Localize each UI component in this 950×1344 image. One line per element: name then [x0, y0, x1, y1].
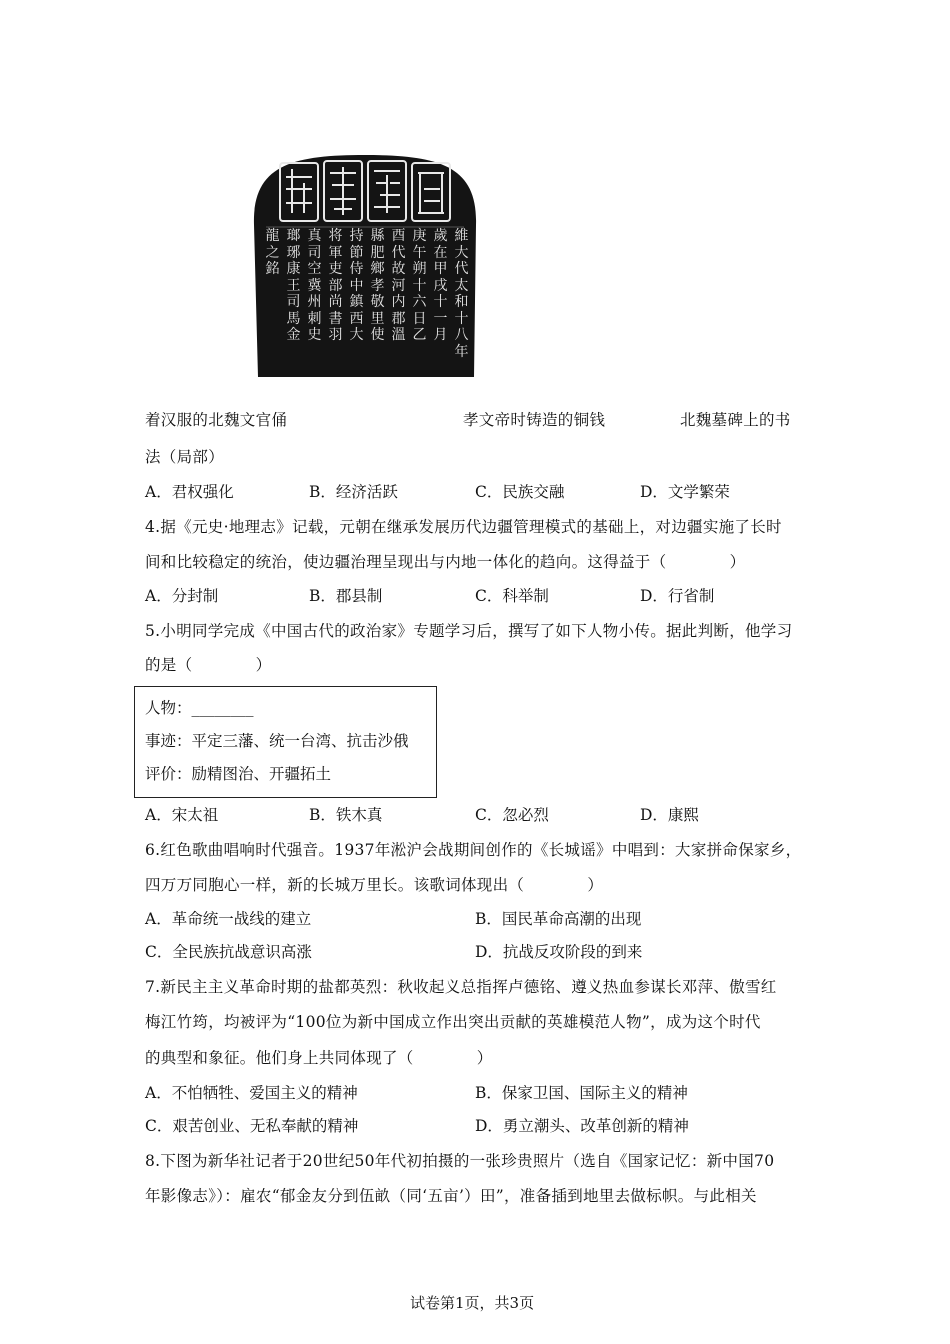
q3-option-a[interactable]: A．君权强化 [145, 483, 234, 501]
q3-option-c[interactable]: C．民族交融 [475, 483, 565, 501]
q8-stem-line1: 8.下图为新华社记者于20世纪50年代初拍摄的一张珍贵照片（选自《国家记忆：新中国70 [145, 1152, 775, 1170]
biography-deeds: 事迹：平定三藩、统一台湾、抗击沙俄 [145, 732, 409, 750]
caption-coin: 孝文帝时铸造的铜钱 [463, 411, 606, 429]
stele-inscription-column: 歲在甲戌十一月 [433, 228, 448, 343]
caption-stele-cont: 法（局部） [145, 448, 225, 466]
page-footer: 试卷第1页，共3页 [410, 1294, 535, 1312]
stele-inscription-column: 維大代太和十八年 [454, 228, 469, 360]
biography-person: 人物：________ [145, 699, 254, 717]
q5-stem-line1: 5.小明同学完成《中国古代的政治家》专题学习后，撰写了如下人物小传。据此判断，他学习 [145, 622, 793, 640]
stele-inscription-column: 龍之銘 [265, 228, 280, 277]
q7-option-b[interactable]: B．保家卫国、国际主义的精神 [475, 1084, 688, 1102]
q6-stem-line2: 四万万同胞心一样，新的长城万里长。该歌词体现出（ ） [145, 876, 604, 894]
stele-inscription-column: 瑯琊康王司馬金 [286, 228, 301, 343]
stele-inscription-column: 真司空冀州刺史 [307, 228, 322, 343]
q3-option-b[interactable]: B．经济活跃 [309, 483, 398, 501]
q5-option-d[interactable]: D．康熙 [640, 806, 699, 824]
q4-stem-line2: 间和比较稳定的统治，使边疆治理呈现出与内地一体化的趋向。这得益于（ ） [145, 553, 746, 571]
q6-option-a[interactable]: A．革命统一战线的建立 [145, 910, 312, 928]
stele-inscription-column: 縣肥鄉孝敬里使 [370, 228, 385, 343]
q6-option-b[interactable]: B．国民革命高潮的出现 [475, 910, 642, 928]
q7-stem-line1: 7.新民主主义革命时期的盐都英烈：秋收起义总指挥卢德铭、遵义热血参谋长邓萍、傲雪红 [145, 978, 777, 996]
q7-option-c[interactable]: C．艰苦创业、无私奉献的精神 [145, 1117, 359, 1135]
q5-option-b[interactable]: B．铁木真 [309, 806, 383, 824]
caption-figurine: 着汉服的北魏文官俑 [145, 411, 288, 429]
q5-option-a[interactable]: A．宋太祖 [145, 806, 219, 824]
q6-option-c[interactable]: C．全民族抗战意识高涨 [145, 943, 312, 961]
q3-option-d[interactable]: D．文学繁荣 [640, 483, 730, 501]
q7-option-d[interactable]: D．勇立潮头、改革创新的精神 [475, 1117, 689, 1135]
q7-option-a[interactable]: A．不怕牺牲、爱国主义的精神 [145, 1084, 358, 1102]
q6-option-d[interactable]: D．抗战反攻阶段的到来 [475, 943, 643, 961]
q8-stem-line2: 年影像志》）：雇农“郁金友分到伍畝（同‘五亩’）田”，准备插到地里去做标帜。与此相关 [145, 1187, 757, 1205]
stele-inscription-column: 持節侍中鎮西大 [349, 228, 364, 343]
q4-option-b[interactable]: B．郡县制 [309, 587, 383, 605]
stele-inscription-column: 酉代故河内郡溫 [391, 228, 406, 343]
stele-inscription-column: 将軍吏部尚書羽 [328, 228, 343, 343]
q4-stem-line1: 4.据《元史·地理志》记载，元朝在继承发展历代边疆管理模式的基础上，对边疆实施了长时 [145, 518, 782, 536]
q6-stem-line1: 6.红色歌曲唱响时代强音。1937年淞沪会战期间创作的《长城谣》中唱到：大家拼命保家乡， [145, 841, 802, 859]
q4-option-d[interactable]: D．行省制 [640, 587, 715, 605]
q4-option-c[interactable]: C．科举制 [475, 587, 549, 605]
stele-inscription [262, 228, 472, 368]
biography-evaluation: 评价：励精图治、开疆拓土 [145, 765, 332, 783]
caption-stele: 北魏墓碑上的书 [680, 411, 791, 429]
stele-inscription-column: 庚午朔十六日乙 [412, 228, 427, 343]
q7-stem-line2: 梅江竹筠，均被评为“100位为新中国成立作出突出贡献的英雄模范人物”，成为这个时代 [145, 1013, 761, 1031]
q5-stem-line2: 的是（ ） [145, 656, 272, 674]
q4-option-a[interactable]: A．分封制 [145, 587, 219, 605]
q7-stem-line3: 的典型和象征。他们身上共同体现了（ ） [145, 1049, 493, 1067]
q5-option-c[interactable]: C．忽必烈 [475, 806, 549, 824]
